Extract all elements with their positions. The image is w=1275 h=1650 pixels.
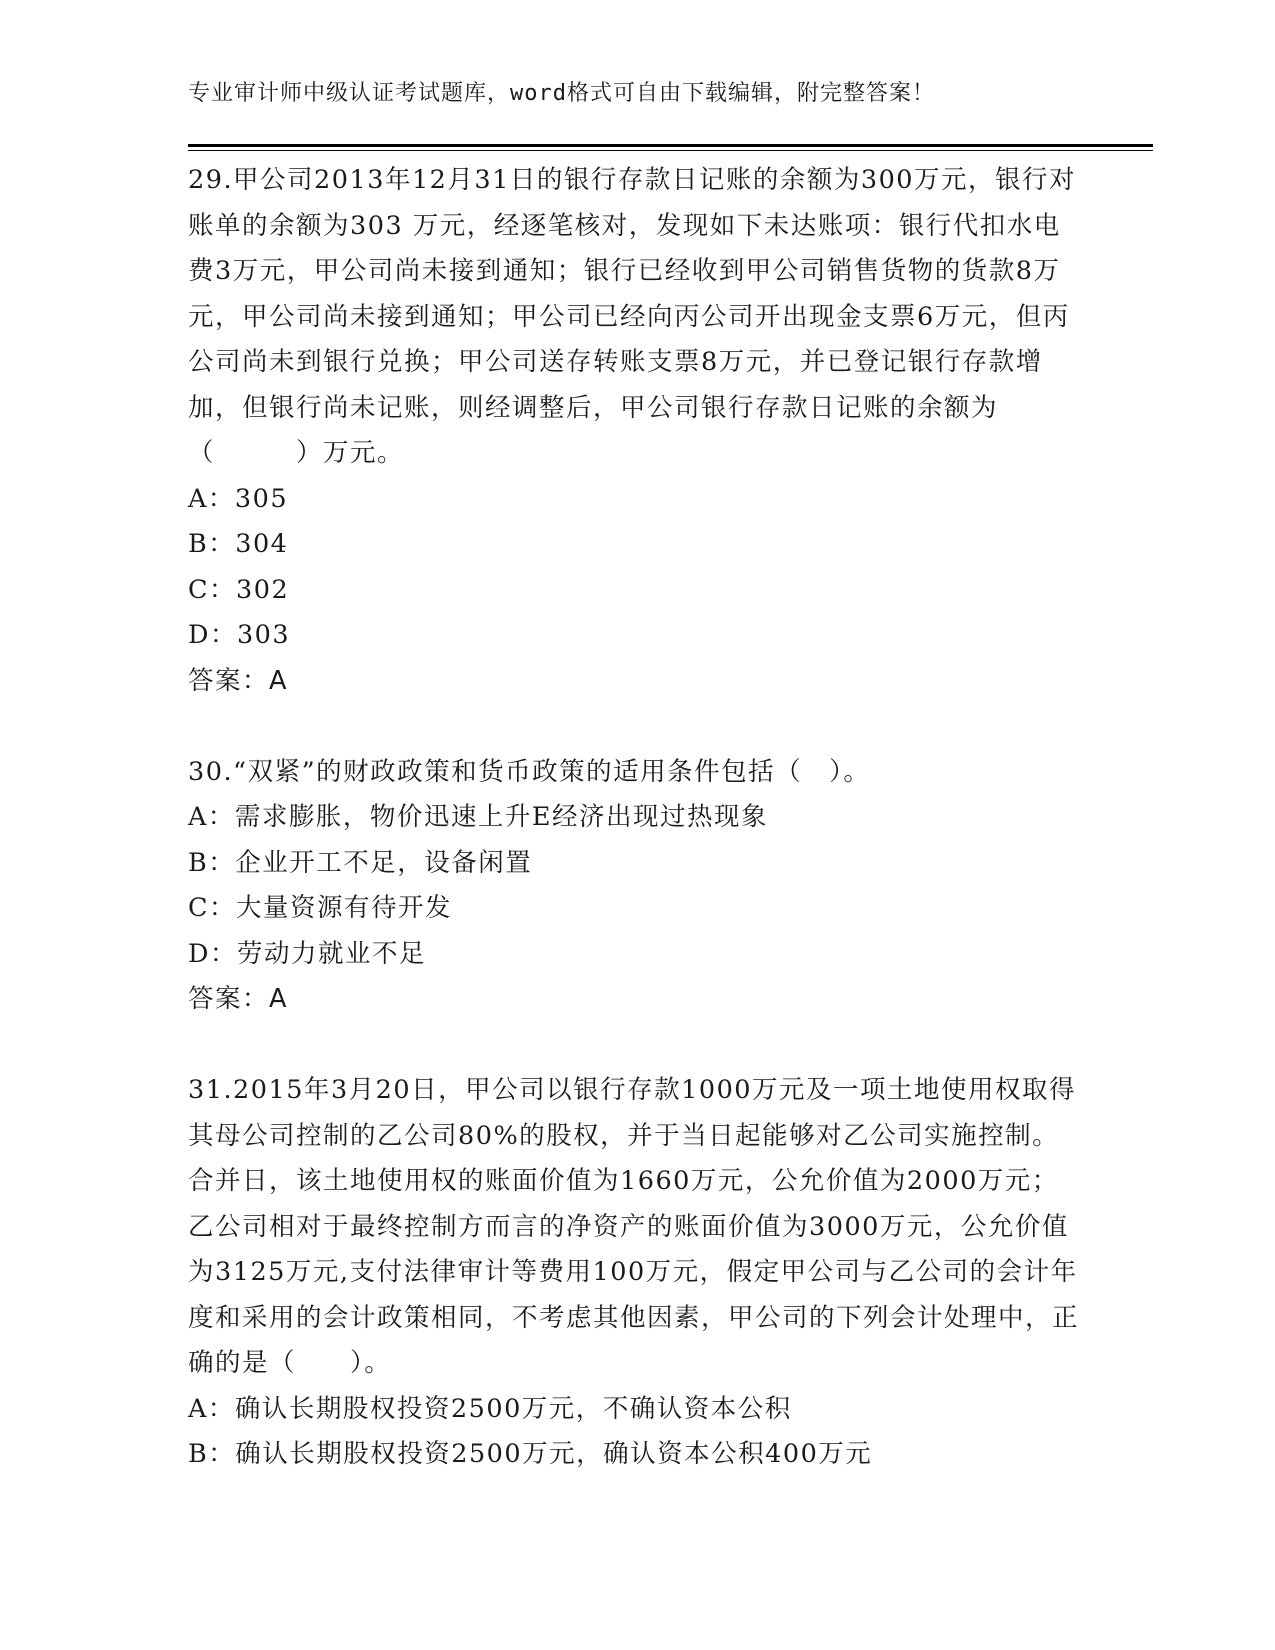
option-b: B：304 (188, 529, 289, 559)
option-a: A：需求膨胀，物价迅速上升E经济出现过热现象 (188, 802, 769, 832)
question-stem: 30.“双紧”的财政政策和货币政策的适用条件包括（ ）。 (188, 756, 871, 787)
page-header: 专业审计师中级认证考试题库，word格式可自由下载编辑，附完整答案！ (188, 81, 935, 106)
question-list (188, 158, 1088, 1478)
option-a: A：确认长期股权投资2500万元，不确认资本公积 (188, 1393, 792, 1424)
option-a: A：305 (188, 483, 289, 514)
spacer (188, 704, 1088, 750)
option-d: D：303 (188, 620, 291, 650)
header-rule-thin (188, 150, 1153, 151)
header-rule-thick (188, 144, 1153, 147)
spacer (188, 1023, 1088, 1069)
option-b: B：企业开工不足，设备闲置 (188, 847, 533, 878)
question-stem: 31.2015年3月20日，甲公司以银行存款1000万元及一项土地使用权取得其母公司控制的乙公司80%的股权，并于当日起能够对乙公司实施控制。合并日，该土地使用权的账面价值为1660万元，公允价值为2000万元；乙公司相对于最终控制方而言的净资产的账面价值为3000万元，公允价值为3125万元,支付法律审计等费用100万元，假定甲公司与乙公司的会计年度和采用的会计政策相同，不考虑其他因素，甲公司的下列会计处理中，正确的是（ ）。 (188, 1075, 1080, 1378)
question-stem: 29.甲公司2013年12月31日的银行存款日记账的余额为300万元，银行对账单的余额为303 万元，经逐笔核对，发现如下未达账项：银行代扣水电费3万元，甲公司尚未接到通知；银行已经收到甲公司销售货物的货款8万元，甲公司尚未接到通知；甲公司已经向丙公司开出现金支票6万元，但丙公司尚未到银行兑换；甲公司送存转账支票8万元，并已登记银行存款增加，但银行尚未记账，则经调整后，甲公司银行存款日记账的余额为（ ）万元。 (188, 165, 1077, 468)
option-c: C：302 (188, 574, 290, 605)
question-30 (188, 750, 1088, 1023)
option-c: C：大量资源有待开发 (188, 893, 453, 923)
question-31 (188, 1068, 1088, 1478)
answer-line: 答案：A (188, 665, 288, 696)
question-29 (188, 158, 1088, 704)
option-d: D：劳动力就业不足 (188, 938, 426, 969)
option-b: B：确认长期股权投资2500万元，确认资本公积400万元 (188, 1439, 873, 1469)
answer-line: 答案：A (188, 984, 288, 1014)
